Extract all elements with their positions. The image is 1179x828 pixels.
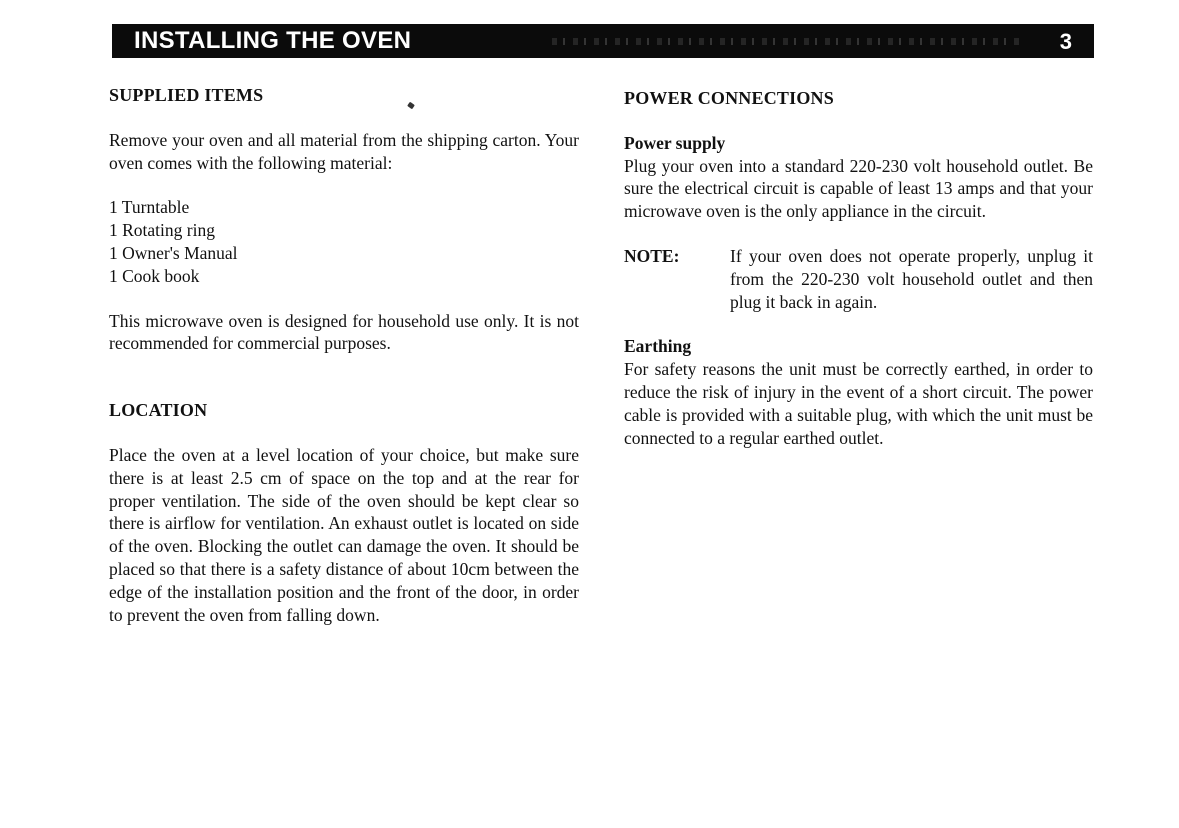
power-supply-heading: Power supply [624,132,726,153]
earthing-text: For safety reasons the unit must be correctly earthed, in order to reduce the risk of injury in the event of a short circuit. The power cable is provided with a suitable plug, with which the unit must be connected to a regular earthed outlet. [624,359,1093,448]
right-column [624,84,1093,449]
page-number: 3 [1059,29,1072,54]
power-supply-text: Plug your oven into a standard 220-230 volt household outlet. Be sure the electrical circuit is capable of least 13 amps and that your microwave oven is the only appliance in the circuit. [624,155,1093,222]
location-heading: LOCATION [109,400,208,421]
note-block [624,245,1093,313]
note-label: NOTE: [624,245,680,266]
list-item: 1 Owner's Manual [109,242,238,263]
supplied-items-intro: Remove your oven and all material from the shipping carton. Your oven comes with the following material: [109,129,579,173]
list-item: 1 Cook book [109,265,200,286]
supplied-items-heading: SUPPLIED ITEMS [109,85,264,105]
section-title: INSTALLING THE OVEN [134,27,412,54]
earthing-heading: Earthing [624,336,692,357]
left-column [109,84,579,626]
household-use-note: This microwave oven is designed for household use only. It is not recommended for commercial purposes. [109,310,579,354]
location-text: Place the oven at a level location of your choice, but make sure there is at least 2.5 cm of space on the top and at the rear for proper ventilation. The side of the oven should be kept clear so there is airflow for ventilation. An exhaust outlet is located on side of the oven. Blocking the outlet can damage the oven. It should be placed so that there is a safety distance of about 10cm between the edge of the installation position and the front of the door, in order to prevent the oven from falling down. [109,444,579,625]
list-item: 1 Rotating ring [109,220,215,241]
note-text: If your oven does not operate properly, unplug it from the 220-230 volt household outlet and then plug it back in again. [730,245,1093,312]
scan-noise [552,38,1022,45]
section-header-bar [112,24,1094,58]
supplied-items-list [109,196,579,287]
power-connections-heading: POWER CONNECTIONS [624,88,834,108]
list-item: 1 Turntable [109,197,190,218]
